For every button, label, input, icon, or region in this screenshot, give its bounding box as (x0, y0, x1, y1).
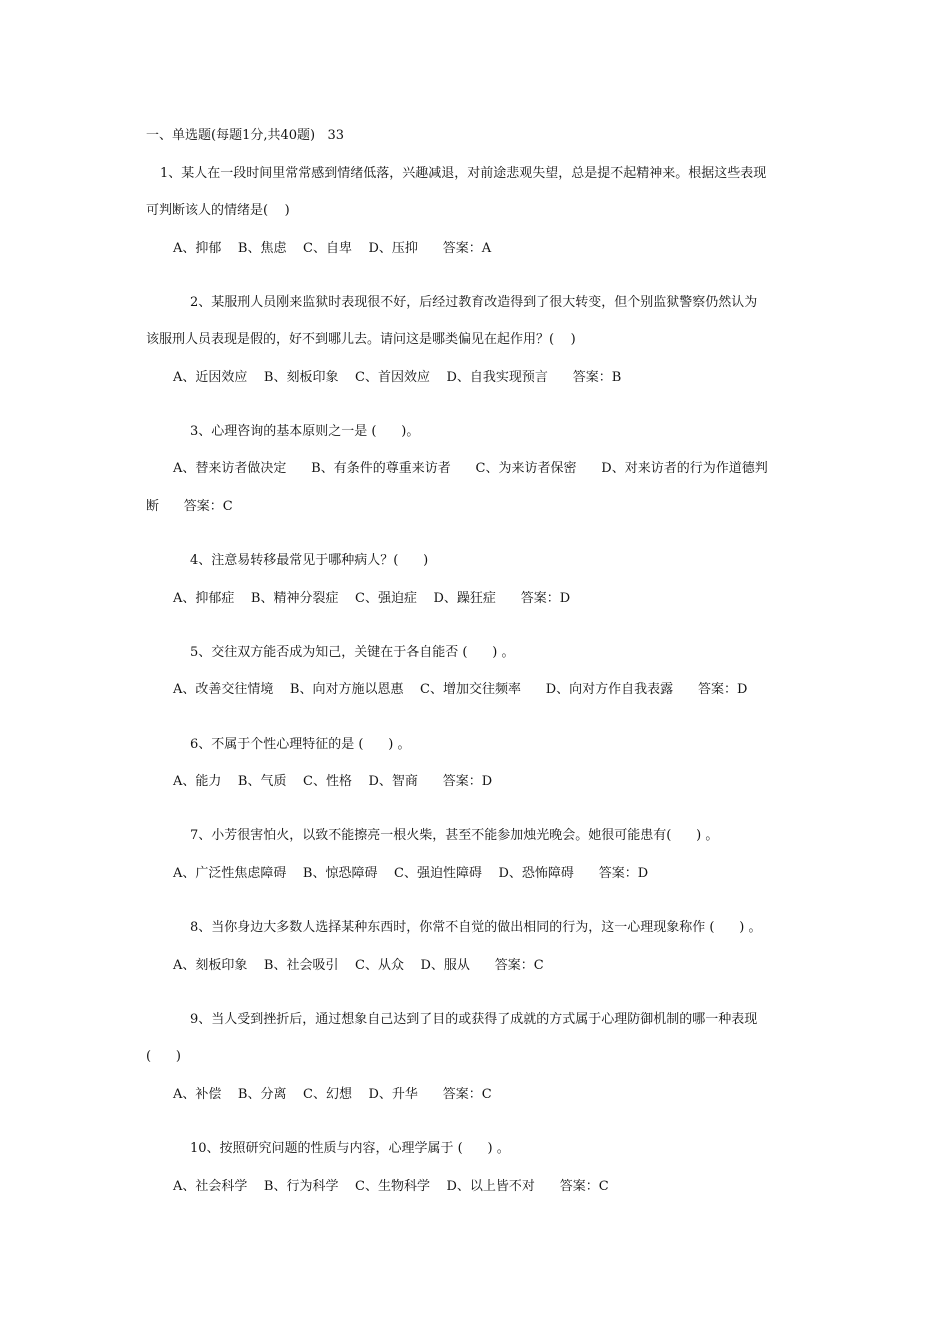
q3-options-line1: A、替来访者做决定 B、有条件的尊重来访者 C、为来访者保密 D、对来访者的行为作道德判 (173, 461, 768, 476)
q9-options: A、补偿 B、分离 C、幻想 D、升华 答案：C (173, 1087, 492, 1102)
q6-options: A、能力 B、气质 C、性格 D、智商 答案：D (173, 774, 493, 789)
q5-options: A、改善交往情境 B、向对方施以恩惠 C、增加交往频率 D、向对方作自我表露 答案：D (173, 682, 748, 697)
q1-text-line1: 1、某人在一段时间里常常感到情绪低落，兴趣减退，对前途悲观失望，总是提不起精神来。根据这些表现 (160, 166, 767, 181)
q3-options-line2: 断 答案：C (146, 499, 233, 514)
q7-text: 7、小芳很害怕火，以致不能擦亮一根火柴，甚至不能参加烛光晚会。她很可能患有( ) 。 (190, 828, 719, 843)
q2-options: A、近因效应 B、刻板印象 C、首因效应 D、自我实现预言 答案：B (173, 370, 622, 385)
q8-text: 8、当你身边大多数人选择某种东西时，你常不自觉的做出相同的行为，这一心理现象称作 ( ) 。 (190, 920, 762, 935)
q1-text-line2: 可判断该人的情绪是( ) (146, 203, 290, 218)
q9-text-line1: 9、当人受到挫折后，通过想象自己达到了目的或获得了成就的方式属于心理防御机制的哪一种表现 (190, 1012, 758, 1027)
q3-text: 3、心理咨询的基本原则之一是 ( )。 (190, 424, 420, 439)
q9-text-line2: ( ) (146, 1049, 181, 1064)
q4-options: A、抑郁症 B、精神分裂症 C、强迫症 D、躁狂症 答案：D (173, 591, 571, 606)
q6-text: 6、不属于个性心理特征的是 ( ) 。 (190, 737, 411, 752)
q10-options: A、社会科学 B、行为科学 C、生物科学 D、以上皆不对 答案：C (173, 1179, 609, 1194)
q5-text: 5、交往双方能否成为知己，关键在于各自能否 ( ) 。 (190, 645, 515, 660)
q1-options: A、抑郁 B、焦虑 C、自卑 D、压抑 答案：A (173, 241, 492, 256)
section-title: 一、单选题(每题1分,共40题) 33 (146, 128, 345, 143)
q4-text: 4、注意易转移最常见于哪种病人？( ) (190, 553, 429, 568)
q2-text-line1: 2、某服刑人员刚来监狱时表现很不好，后经过教育改造得到了很大转变，但个别监狱警察仍然认为 (190, 295, 758, 310)
q8-options: A、刻板印象 B、社会吸引 C、从众 D、服从 答案：C (173, 958, 544, 973)
q10-text: 10、按照研究问题的性质与内容，心理学属于 ( ) 。 (190, 1141, 510, 1156)
q2-text-line2: 该服刑人员表现是假的，好不到哪儿去。请问这是哪类偏见在起作用？( ) (146, 332, 576, 347)
q7-options: A、广泛性焦虑障碍 B、惊恐障碍 C、强迫性障碍 D、恐怖障碍 答案：D (173, 866, 649, 881)
